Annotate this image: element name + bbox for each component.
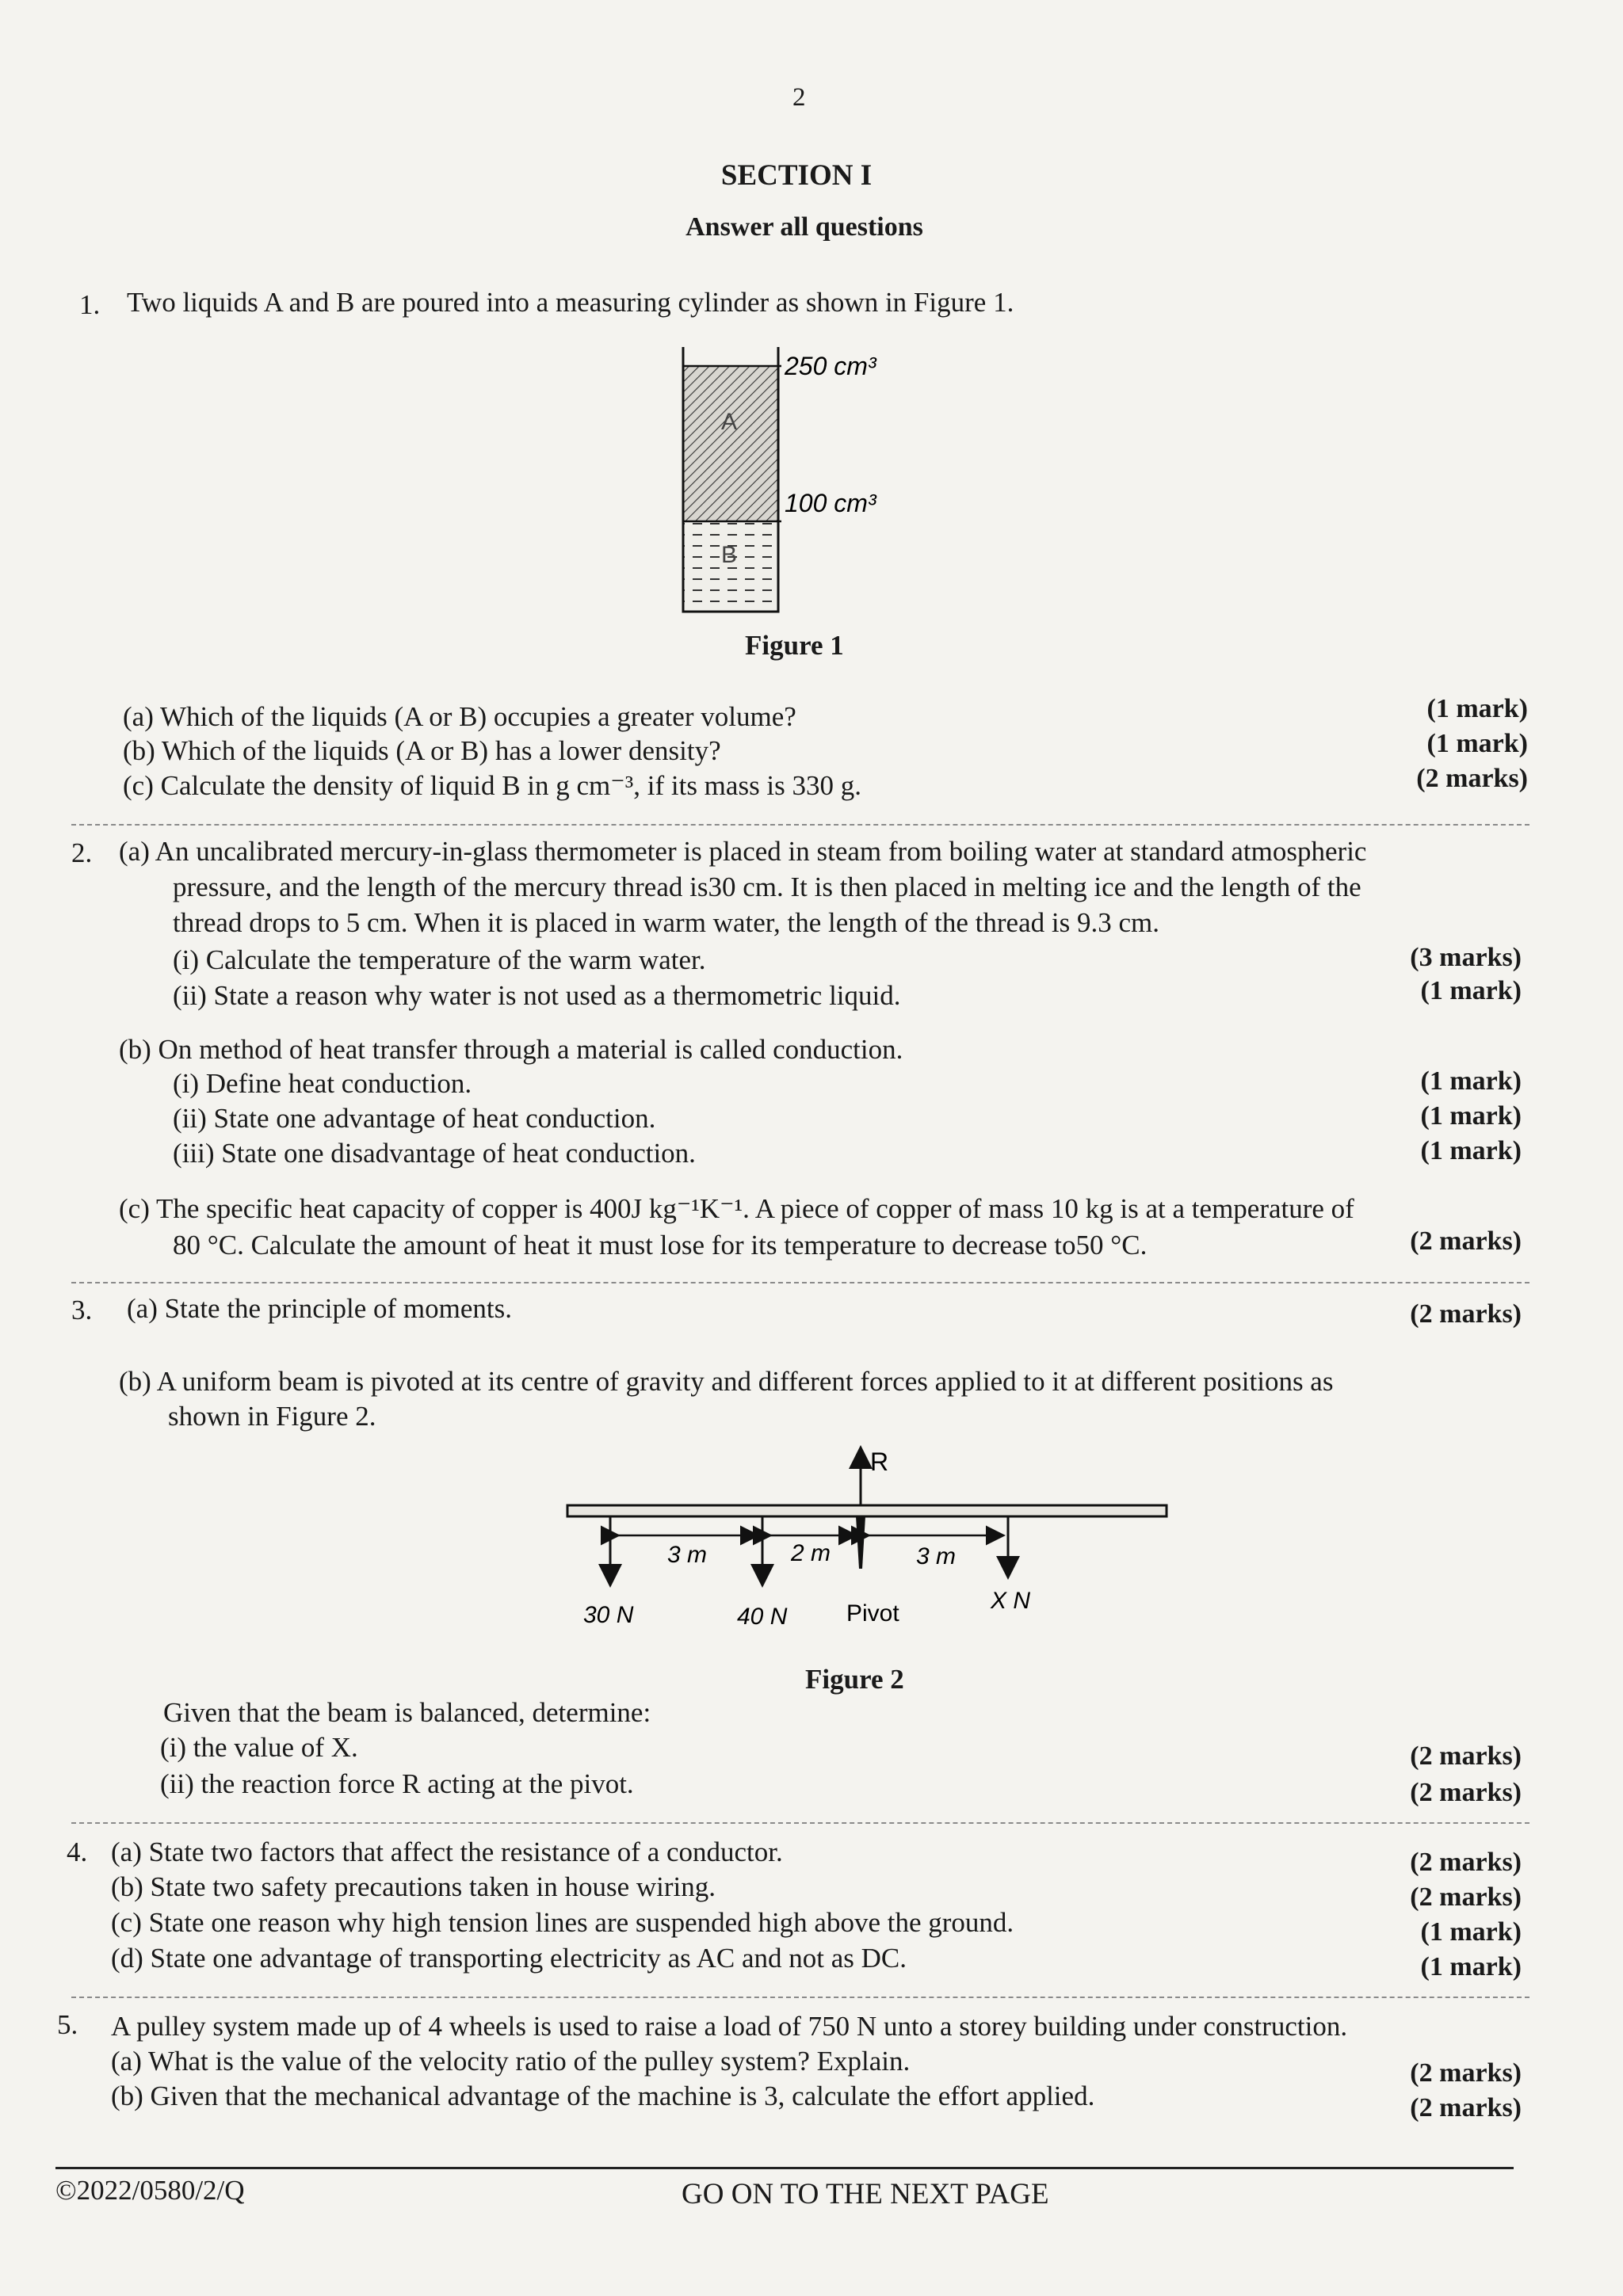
question-3a: (a) State the principle of moments. [127, 1293, 512, 1324]
label-liquid-b: B [721, 542, 738, 568]
label-3m-left: 3 m [667, 1542, 708, 1568]
question-1a-marks: (1 mark) [1426, 694, 1528, 723]
question-4c: (c) State one reason why high tension lines are suspended high above the ground. [111, 1907, 1014, 1938]
question-4a-marks: (2 marks) [1410, 1848, 1522, 1877]
question-2a-line-3: thread drops to 5 cm. When it is placed in warm water, the length of the thread is 9.3 cm. [173, 907, 1159, 938]
label-30n: 30 N [583, 1602, 634, 1628]
figure-2-beam-diagram [555, 1442, 1189, 1640]
label-r: R [870, 1447, 889, 1476]
question-4a: (a) State two factors that affect the resistance of a conductor. [111, 1836, 783, 1867]
question-2a-ii: (ii) State a reason why water is not used as a thermometric liquid. [173, 980, 901, 1011]
question-2b-iii-marks: (1 mark) [1420, 1136, 1522, 1165]
question-3-number: 3. [71, 1295, 93, 1325]
label-250-cm3: 250 cm³ [785, 352, 876, 380]
question-4b-marks: (2 marks) [1410, 1882, 1522, 1912]
question-2b-i: (i) Define heat conduction. [173, 1068, 472, 1099]
question-5a-marks: (2 marks) [1410, 2058, 1522, 2088]
question-2a-ii-marks: (1 mark) [1420, 976, 1522, 1005]
question-3b-ii: (ii) the reaction force R acting at the pivot. [160, 1768, 634, 1799]
label-liquid-a: A [721, 409, 738, 435]
label-40n: 40 N [737, 1604, 788, 1630]
question-5-number: 5. [57, 2009, 78, 2040]
question-5a: (a) What is the value of the velocity ratio of the pulley system? Explain. [111, 2046, 911, 2077]
question-5-stem: A pulley system made up of 4 wheels is used to raise a load of 750 N unto a storey building under construction. [111, 2011, 1348, 2042]
question-1c-marks: (2 marks) [1416, 764, 1528, 793]
question-2c-line-1: (c) The specific heat capacity of copper is 400J kg⁻¹K⁻¹. A piece of copper of mass 10 kg is at a temperature of [119, 1193, 1354, 1224]
label-2m: 2 m [791, 1540, 831, 1566]
question-2c-line-2: 80 °C. Calculate the amount of heat it must lose for its temperature to decrease to50 °C. [173, 1230, 1148, 1261]
label-pivot: Pivot [846, 1600, 899, 1627]
question-4-number: 4. [67, 1836, 88, 1867]
question-4d: (d) State one advantage of transporting electricity as AC and not as DC. [111, 1943, 907, 1974]
section-instruction: Answer all questions [685, 212, 923, 242]
divider [71, 1822, 1529, 1824]
question-3b-given: Given that the beam is balanced, determine: [163, 1697, 651, 1728]
question-4c-marks: (1 mark) [1420, 1917, 1522, 1947]
question-1b: (b) Which of the liquids (A or B) has a lower density? [123, 735, 721, 766]
question-5b: (b) Given that the mechanical advantage of the machine is 3, calculate the effort applied. [111, 2081, 1095, 2111]
question-2b-iii: (iii) State one disadvantage of heat conduction. [173, 1138, 696, 1169]
question-5b-marks: (2 marks) [1410, 2093, 1522, 2122]
question-3b-line-2: shown in Figure 2. [168, 1401, 376, 1432]
question-3b-i-marks: (2 marks) [1410, 1741, 1522, 1771]
uniform-beam [567, 1505, 1167, 1516]
question-2b-i-marks: (1 mark) [1420, 1066, 1522, 1096]
question-2c-marks: (2 marks) [1410, 1226, 1522, 1256]
divider [71, 1282, 1529, 1283]
question-2b: (b) On method of heat transfer through a material is called conduction. [119, 1034, 903, 1065]
question-3a-marks: (2 marks) [1410, 1299, 1522, 1329]
label-100-cm3: 100 cm³ [785, 489, 876, 517]
liquid-a-region [683, 366, 778, 521]
label-3m-right: 3 m [916, 1543, 957, 1569]
question-2-number: 2. [71, 837, 93, 868]
question-3b-ii-marks: (2 marks) [1410, 1778, 1522, 1807]
question-1b-marks: (1 mark) [1426, 729, 1528, 758]
paper-code: ©2022/0580/2/Q [55, 2175, 245, 2206]
question-1c: (c) Calculate the density of liquid B in g cm⁻³, if its mass is 330 g. [123, 770, 862, 801]
question-2a-i-marks: (3 marks) [1410, 943, 1522, 972]
pivot-wedge [856, 1516, 865, 1569]
question-2a-i: (i) Calculate the temperature of the warm water. [173, 944, 706, 975]
question-2b-ii-marks: (1 mark) [1420, 1101, 1522, 1131]
question-1a: (a) Which of the liquids (A or B) occupies a greater volume? [123, 701, 796, 732]
question-2b-ii: (ii) State one advantage of heat conduction. [173, 1103, 656, 1134]
question-4b: (b) State two safety precautions taken in house wiring. [111, 1871, 716, 1902]
figure-2-caption: Figure 2 [805, 1664, 904, 1695]
question-1-stem: Two liquids A and B are poured into a measuring cylinder as shown in Figure 1. [127, 287, 1014, 318]
next-page-notice: GO ON TO THE NEXT PAGE [682, 2178, 1049, 2210]
footer-rule [55, 2167, 1514, 2169]
divider [71, 1997, 1529, 1998]
figure-1-cylinder [674, 341, 935, 626]
question-2a-line-2: pressure, and the length of the mercury thread is30 cm. It is then placed in melting ice and the length of the [173, 871, 1361, 902]
question-1-number: 1. [79, 289, 101, 320]
question-2a-line-1: (a) An uncalibrated mercury-in-glass thermometer is placed in steam from boiling water at standard atmospheric [119, 836, 1367, 867]
label-xn: X N [991, 1588, 1031, 1614]
section-title: SECTION I [720, 159, 873, 192]
divider [71, 824, 1529, 826]
question-3b-i: (i) the value of X. [160, 1732, 358, 1763]
question-4d-marks: (1 mark) [1420, 1952, 1522, 1981]
figure-1-caption: Figure 1 [745, 630, 844, 661]
question-3b-line-1: (b) A uniform beam is pivoted at its centre of gravity and different forces applied to it at different positions as [119, 1366, 1334, 1397]
page-number: 2 [792, 83, 806, 112]
